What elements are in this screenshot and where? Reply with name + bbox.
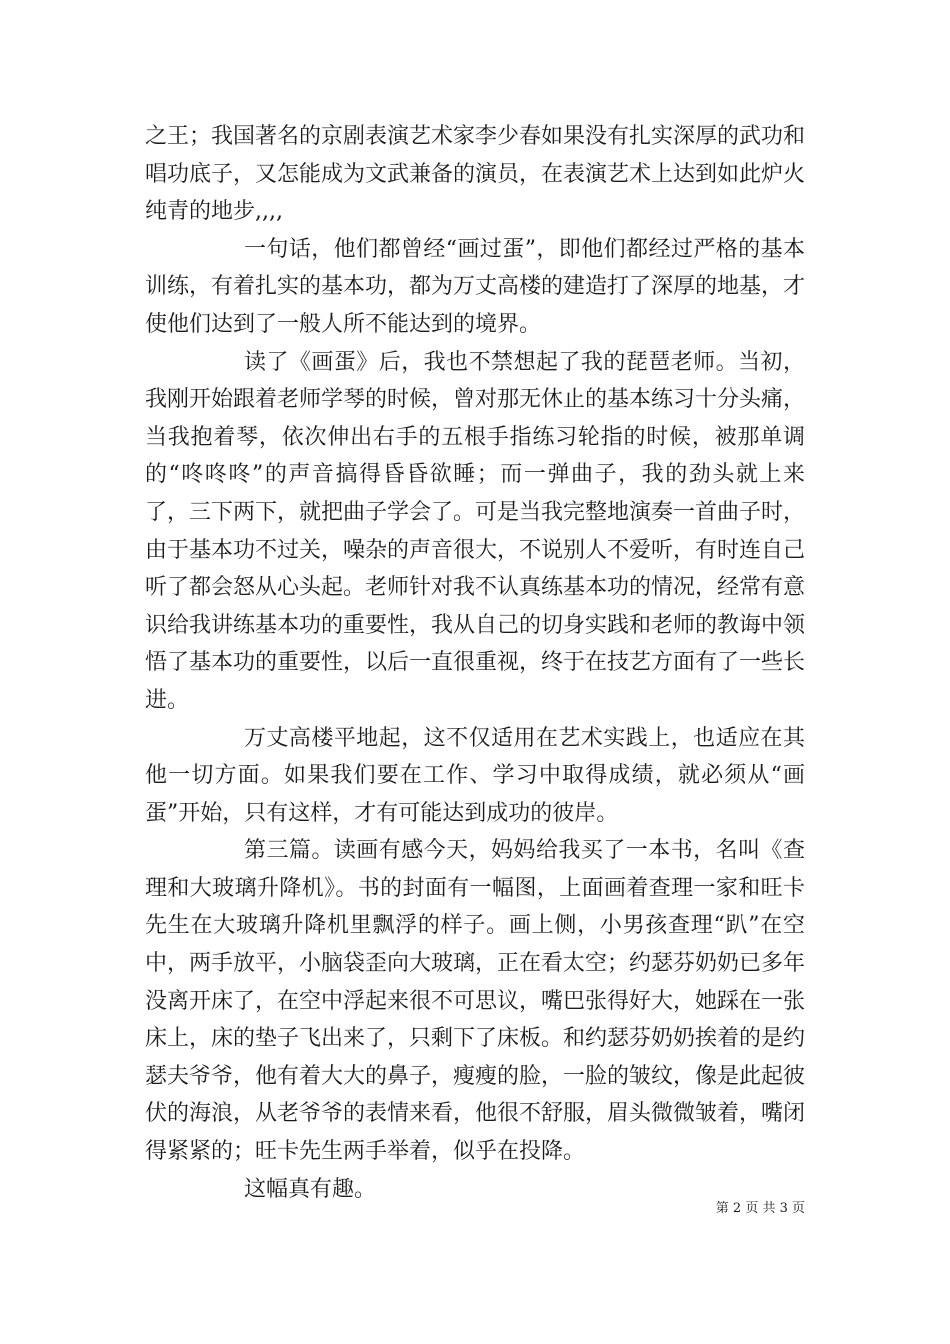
body-text — [145, 118, 805, 1208]
paragraph: 一句话，他们都曾经“画过蛋”，即他们都经过严格的基本训练，有着扎实的基本功，都为万丈高楼的建造打了深厚的地基，才使他们达到了一般人所不能达到的境界。 — [145, 236, 806, 337]
paragraph: 这幅真有趣。 — [244, 1176, 377, 1202]
paragraph: 读了《画蛋》后，我也不禁想起了我的琵琶老师。当初，我刚开始跟着老师学琴的时候，曾对那无休止的基本练习十分头痛，当我抱着琴，依次伸出右手的五根手指练习轮指的时候，被那单调的“咚咚咚”的声音搞得昏昏欲睡；而一弹曲子，我的劲头就上来了，三下两下，就把曲子学会了。可是当我完整地演奏一首曲子时，由于基本功不过关，噪杂的声音很大，不说别人不爱听，有时连自己听了都会怒从心头起。老师针对我不认真练基本功的情况，经常有意识给我讲练基本功的重要性，我从自己的切身实践和老师的教诲中领悟了基本功的重要性，以后一直很重视，终于在技艺方面有了一些长进。 — [145, 349, 806, 713]
paragraph-continuation: 之王；我国著名的京剧表演艺术家李少春如果没有扎实深厚的武功和唱功底子，又怎能成为文武兼备的演员，在表演艺术上达到如此炉火纯青的地步,,,, — [145, 124, 806, 225]
paragraph: 第三篇。读画有感今天，妈妈给我买了一本书，名叫《查理和大玻璃升降机》。书的封面有一幅图，上面画着查理一家和旺卡先生在大玻璃升降机里飘浮的样子。画上侧，小男孩查理“趴”在空中，两手放平，小脑袋歪向大玻璃，正在看太空；约瑟芬奶奶已多年没离开床了，在空中浮起来很不可思议，嘴巴张得好大，她踩在一张床上，床的垫子飞出来了，只剩下了床板。和约瑟芬奶奶挨着的是约瑟夫爷爷，他有着大大的鼻子，瘦瘦的脸，一脸的皱纹，像是此起彼伏的海浪，从老爷爷的表情来看，他很不舒服，眉头微微皱着，嘴闭得紧紧的；旺卡先生两手举着，似乎在投降。 — [145, 838, 806, 1165]
page-number-footer: 第 2 页 共 3 页 — [715, 1201, 805, 1216]
paragraph: 万丈高楼平地起，这不仅适用在艺术实践上，也适应在其他一切方面。如果我们要在工作、学习中取得成绩，就必须从“画蛋”开始，只有这样，才有可能达到成功的彼岸。 — [145, 725, 805, 826]
